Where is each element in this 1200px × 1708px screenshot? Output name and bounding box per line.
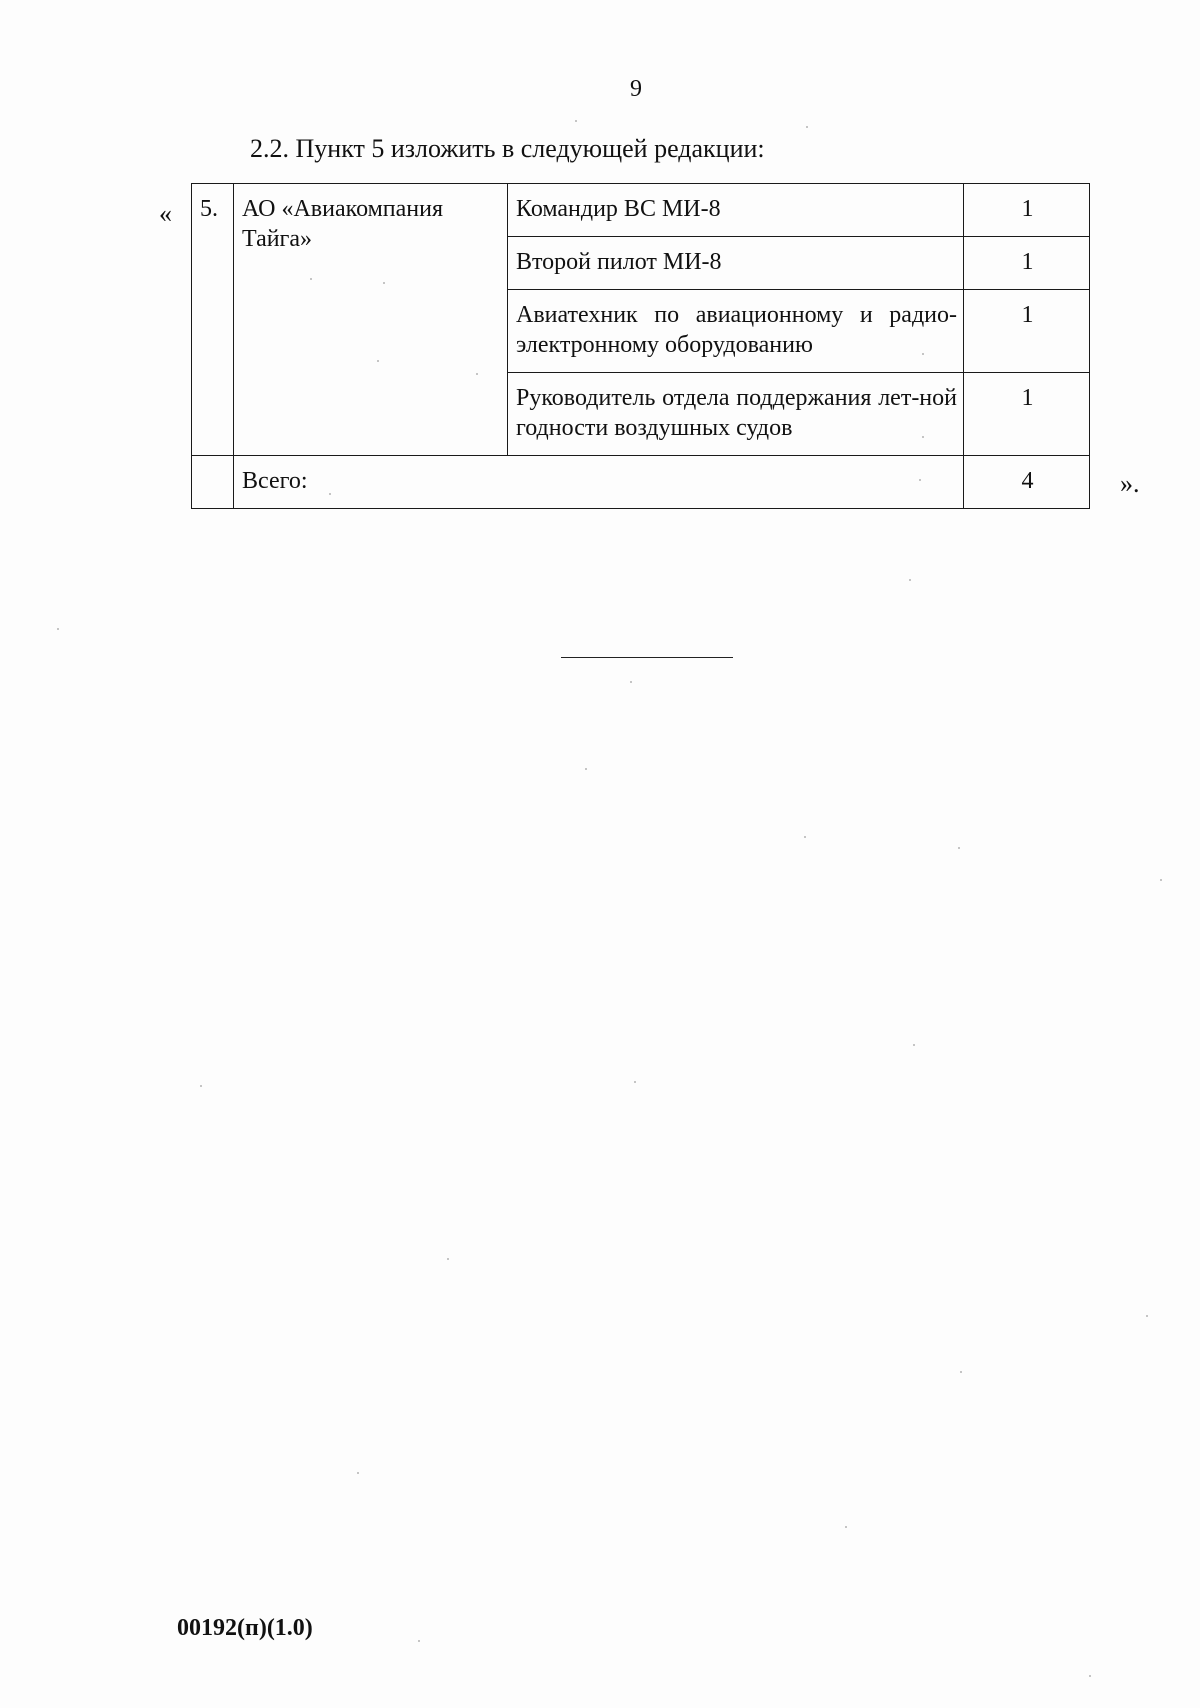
document-code: 00192(п)(1.0) [177, 1615, 313, 1641]
section-divider [561, 657, 733, 658]
position-cell: Командир ВС МИ-8 [508, 184, 964, 237]
position-cell: Второй пилот МИ-8 [508, 237, 964, 290]
count-cell: 1 [964, 373, 1090, 456]
position-cell: Авиатехник по авиационному и радио-электронному оборудованию [508, 290, 964, 373]
total-count-cell: 4 [964, 456, 1090, 509]
total-row [192, 456, 1090, 509]
position-cell: Руководитель отдела поддержания лет-ной годности воздушных судов [508, 373, 964, 456]
count-cell: 1 [964, 184, 1090, 237]
amendment-intro: 2.2. Пункт 5 изложить в следующей редакции: [250, 134, 765, 163]
opening-quote: « [159, 199, 172, 228]
page-number: 9 [630, 76, 642, 102]
row-number-cell: 5. [192, 184, 234, 456]
table-row [192, 184, 1090, 237]
closing-quote: ». [1120, 469, 1140, 498]
count-cell: 1 [964, 290, 1090, 373]
count-cell: 1 [964, 237, 1090, 290]
total-number-cell [192, 456, 234, 509]
amendment-table [191, 183, 1090, 509]
total-label-cell: Всего: [234, 456, 964, 509]
organization-cell: АО «Авиакомпания Тайга» [234, 184, 508, 456]
